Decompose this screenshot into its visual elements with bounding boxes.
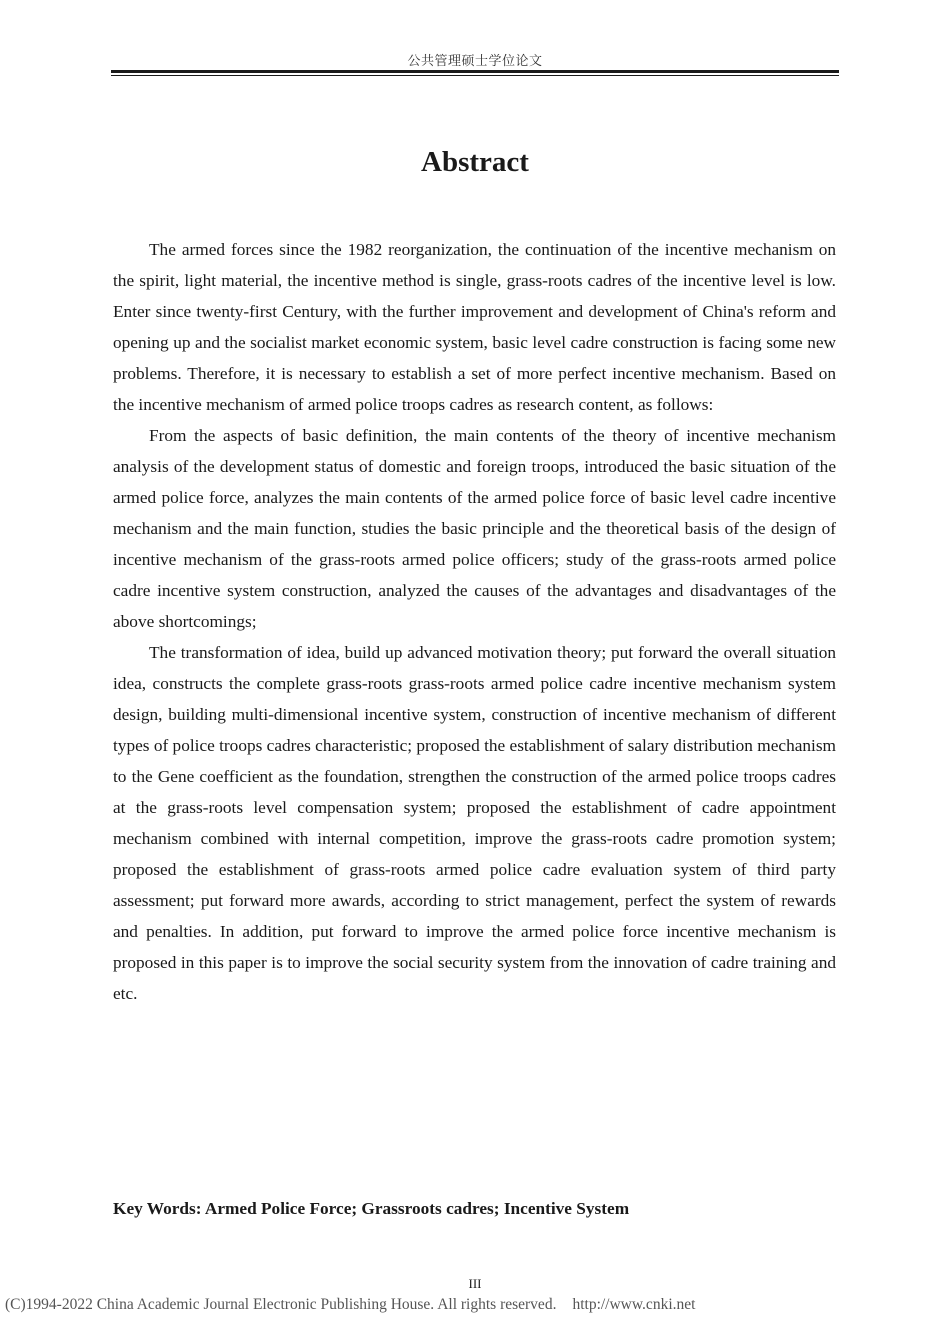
header-rule-thin (111, 75, 839, 76)
abstract-paragraph-2: From the aspects of basic definition, the main contents of the theory of incentive mechanism analysis of the development status of domestic and foreign troops, introduced the basic situation of the armed police force, analyzes the main contents of the armed police force of basic level cadre incentive mechanism and the main function, studies the basic principle and the theoretical basis of the design of incentive mechanism of the grass-roots armed police officers; study of the grass-roots armed police cadre incentive system construction, analyzed the causes of the advantages and disadvantages of the above shortcomings; (113, 426, 836, 631)
abstract-body (113, 234, 836, 1009)
keywords: Key Words: Armed Police Force; Grassroots cadres; Incentive System (113, 1199, 630, 1218)
page-number: III (468, 1276, 482, 1291)
abstract-paragraph-3: The transformation of idea, build up advanced motivation theory; put forward the overall situation idea, constructs the complete grass-roots grass-roots armed police cadre incentive mechanism system design, building multi-dimensional incentive system, construction of incentive mechanism of different types of police troops cadres characteristic; proposed the establishment of salary distribution mechanism to the Gene coefficient as the foundation, strengthen the construction of the armed police troops cadres at the grass-roots level compensation system; proposed the establishment of cadre appointment mechanism combined with internal competition, improve the grass-roots cadre promotion system; proposed the establishment of grass-roots armed police cadre evaluation system of third party assessment; put forward more awards, according to strict management, perfect the system of rewards and penalties. In addition, put forward to improve the armed police force incentive mechanism is proposed in this paper is to improve the social security system from the innovation of cadre training and etc. (113, 643, 836, 1003)
abstract-paragraph-1: The armed forces since the 1982 reorganization, the continuation of the incentive mechanism on the spirit, light material, the incentive method is single, grass-roots cadres of the incentive level is low. Enter since twenty-first Century, with the further improvement and development of China's reform and opening up and the socialist market economic system, basic level cadre construction is facing some new problems. Therefore, it is necessary to establish a set of more perfect incentive mechanism. Based on the incentive mechanism of armed police troops cadres as research content, as follows: (113, 240, 836, 414)
copyright-footer (5, 1296, 945, 1314)
copyright-text: (C)1994-2022 China Academic Journal Electronic Publishing House. All rights reserved. (5, 1296, 557, 1313)
header-rule-thick (111, 70, 839, 73)
running-header: 公共管理硕士学位论文 (407, 53, 543, 68)
footer-url-link[interactable]: http://www.cnki.net (572, 1296, 696, 1313)
page-title: Abstract (421, 146, 529, 178)
